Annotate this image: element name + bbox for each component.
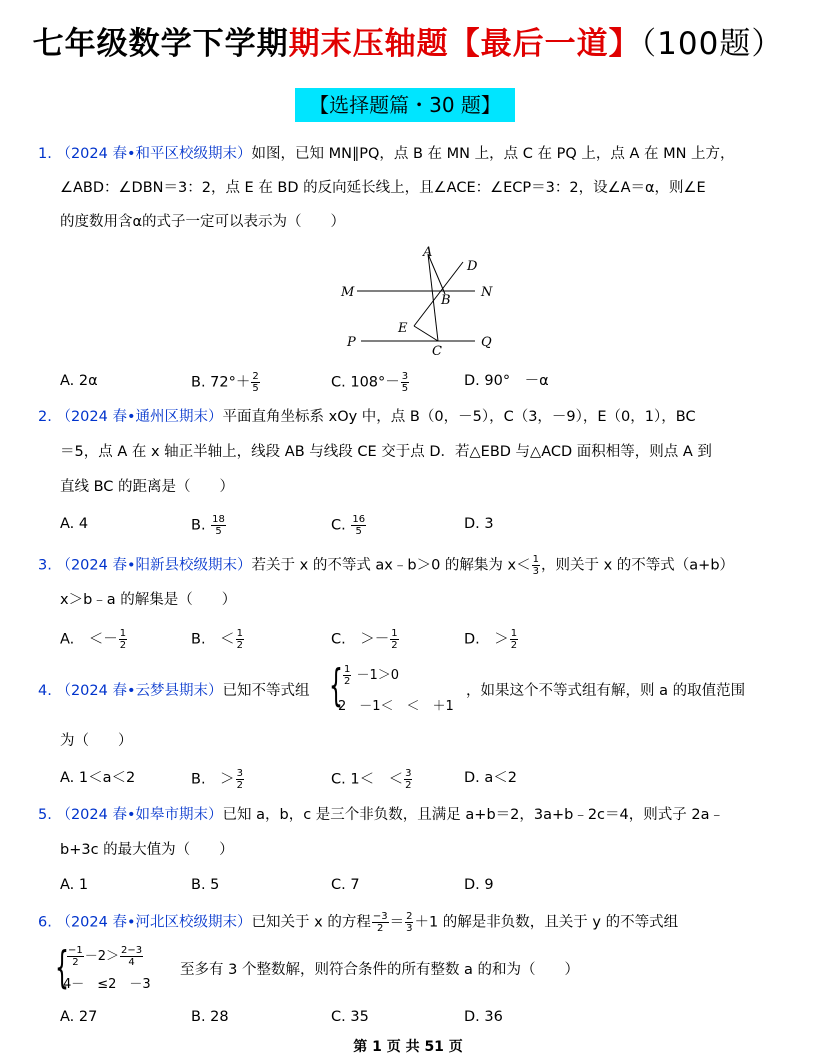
frac-den: 2 <box>236 780 243 791</box>
q2-option-b[interactable] <box>191 514 227 537</box>
q6-line2: 至多有 3 个整数解，则符合条件的所有整数 a 的和为（ ） <box>180 962 580 978</box>
line-de <box>414 262 463 326</box>
q6-number: 6. <box>38 914 52 931</box>
line-ac <box>428 254 438 341</box>
line-ec <box>414 326 438 341</box>
q1-line3: 的度数用含α的式子一定可以表示为（ ） <box>60 214 346 230</box>
q5-source: （2024 春•如皋市期末） <box>56 807 223 823</box>
q1-source: （2024 春•和平区校级期末） <box>56 146 252 162</box>
q2-option-a[interactable]: A. 4 <box>60 516 89 532</box>
frac-num: 3 <box>236 768 243 779</box>
q2-option-b-pre: B. <box>191 517 206 534</box>
q6-option-b[interactable]: B. 28 <box>191 1009 229 1025</box>
title-part2: 期末压轴题【最后一道】 <box>288 26 641 62</box>
q6-sys1 <box>66 945 144 968</box>
frac-num: 3 <box>401 371 409 382</box>
label-c: C <box>432 344 442 359</box>
q1-option-b-pre: B. 72°＋ <box>191 374 251 391</box>
frac-den: 2 <box>391 640 398 651</box>
q4-option-c-pre: C. 1＜ ＜ <box>331 771 404 788</box>
q3-option-d-pre: D. ＞ <box>464 631 509 648</box>
q4-line2: 为（ ） <box>60 733 133 749</box>
q2-option-c-pre: C. <box>331 517 346 534</box>
q4-option-b-frac <box>236 768 244 791</box>
q5-number: 5. <box>38 807 52 823</box>
title-part1: 七年级数学下学期 <box>32 26 289 62</box>
frac-den: 2 <box>72 957 79 968</box>
q3-line2: x＞b﹣a 的解集是（ ） <box>60 592 237 608</box>
q3-option-c-frac <box>390 628 398 651</box>
q3-option-a-frac <box>119 628 127 651</box>
q1-line2: ∠ABD：∠DBN＝3：2，点 E 在 BD 的反向延长线上，且∠ACE：∠ECP＝3：2，设∠A＝α，则∠E <box>60 180 706 196</box>
q4-line1 <box>38 681 310 701</box>
page-footer: 第 1 页 共 51 页 <box>353 1039 463 1055</box>
q1-option-b[interactable] <box>191 371 261 394</box>
q2-source: （2024 春•通州区期末） <box>56 409 223 425</box>
q3-option-b-frac <box>236 628 244 651</box>
label-b: B <box>441 293 451 308</box>
label-d: D <box>467 259 478 274</box>
frac-num: 1 <box>236 628 243 639</box>
q4-sys1 <box>342 664 399 687</box>
q5-option-b[interactable]: B. 5 <box>191 877 220 893</box>
q3-option-a[interactable] <box>60 628 128 651</box>
q5-line2: b+3c 的最大值为（ ） <box>60 842 234 858</box>
q4-sys2: 2 －1＜ ＜ ＋1 <box>338 699 454 714</box>
q6-sys1-frac <box>67 945 84 968</box>
page-title <box>0 18 816 63</box>
label-m: M <box>341 285 355 300</box>
frac-den: 3 <box>532 566 539 577</box>
q6-source: （2024 春•河北区校级期末） <box>56 914 252 931</box>
q1-figure <box>335 240 505 360</box>
frac-den: 5 <box>252 383 259 394</box>
frac-den: 2 <box>236 640 243 651</box>
q2-line2: ＝5，点 A 在 x 轴正半轴上，线段 AB 与线段 CE 交于点 D．若△EBD 与△ACD 面积相等，则点 A 到 <box>60 444 712 460</box>
q4-number: 4. <box>38 683 52 699</box>
q4-source: （2024 春•云梦县期末） <box>56 683 223 699</box>
q6-text1a: 已知关于 x 的方程 <box>251 914 371 931</box>
q6-eq-mid: ＝ <box>389 914 405 931</box>
frac-num: 2 <box>406 911 413 922</box>
q4-option-a[interactable]: A. 1＜a＜2 <box>60 770 136 786</box>
q5-line1 <box>38 805 724 825</box>
q2-option-c[interactable] <box>331 514 367 537</box>
q4-post: ，如果这个不等式组有解，则 a 的取值范围 <box>466 683 746 699</box>
frac-den: 5 <box>355 526 362 537</box>
label-q: Q <box>481 335 492 350</box>
frac-num: 16 <box>352 514 366 525</box>
label-a: A <box>423 245 433 260</box>
frac-num: 1 <box>391 628 398 639</box>
section-header: 【选择题篇・30 题】 <box>295 88 515 122</box>
q5-option-c[interactable]: C. 7 <box>331 877 360 893</box>
frac-num: 1 <box>119 628 127 639</box>
q4-sys1-frac <box>343 664 351 687</box>
frac-num: 1 <box>532 554 539 565</box>
q3-frac <box>532 554 540 577</box>
q6-eq-rhs-frac <box>405 911 413 934</box>
q6-brace: { <box>55 942 69 993</box>
q1-option-d[interactable]: D. 90° －α <box>464 373 549 389</box>
frac-den: 2 <box>510 640 518 651</box>
q4-sys1-rest: －1＞0 <box>356 668 400 683</box>
q2-line1 <box>38 407 696 427</box>
q6-sys1-rfrac <box>120 945 143 968</box>
frac-num: 3 <box>405 768 412 779</box>
frac-num: 2−3 <box>121 945 143 956</box>
label-e: E <box>398 321 408 336</box>
q6-option-a[interactable]: A. 27 <box>60 1009 98 1025</box>
q1-option-a[interactable]: A. 2α <box>60 373 98 389</box>
frac-den: 2 <box>344 676 351 687</box>
q6-line1 <box>38 911 678 934</box>
q2-option-b-frac <box>211 514 226 537</box>
q6-sys1-mid: －2＞ <box>84 949 120 964</box>
q2-number: 2. <box>38 409 52 425</box>
frac-num: 2 <box>252 371 259 382</box>
q2-option-c-frac <box>351 514 366 537</box>
q1-text1: 如图，已知 MN∥PQ，点 B 在 MN 上，点 C 在 PQ 上，点 A 在 MN 上方， <box>251 146 735 162</box>
q3-option-c-pre: C. ＞－ <box>331 631 390 648</box>
frac-den: 5 <box>401 383 409 394</box>
q3-option-d-frac <box>510 628 518 651</box>
q5-option-a[interactable]: A. 1 <box>60 877 89 893</box>
q6-eq-lhs-frac <box>372 911 389 934</box>
q1-number: 1. <box>38 146 52 162</box>
q3-text1b: ，则关于 x 的不等式（a+b） <box>541 557 735 574</box>
q3-line1 <box>38 554 734 577</box>
q3-option-b[interactable] <box>191 628 245 651</box>
frac-num: 18 <box>212 514 225 525</box>
frac-den: 2 <box>119 640 127 651</box>
q1-option-c-frac <box>401 371 409 394</box>
q4-option-d[interactable]: D. a＜2 <box>464 770 517 786</box>
q3-text1a: 若关于 x 的不等式 ax﹣b＞0 的解集为 x＜ <box>251 557 531 574</box>
label-p: P <box>347 335 356 350</box>
q4-option-c-frac <box>404 768 412 791</box>
frac-num: −1 <box>68 945 83 956</box>
q2-option-d[interactable]: D. 3 <box>464 516 494 532</box>
q3-option-a-pre: A. ＜－ <box>60 631 118 648</box>
q3-option-b-pre: B. ＜ <box>191 631 235 648</box>
frac-den: 5 <box>215 526 222 537</box>
q1-option-c[interactable] <box>331 371 410 394</box>
q4-option-c[interactable] <box>331 768 413 791</box>
q2-text1: 平面直角坐标系 xOy 中，点 B（0，－5），C（3，－9），E（0，1），BC <box>222 409 696 425</box>
frac-den: 2 <box>377 923 384 934</box>
q4-option-b[interactable] <box>191 768 245 791</box>
q1-line1 <box>38 144 735 164</box>
q6-sys2: 4－ ≤2 －3 <box>63 977 151 992</box>
q5-text1: 已知 a，b，c 是三个非负数，且满足 a+b＝2，3a+b﹣2c＝4，则式子 2a﹣ <box>222 807 724 823</box>
q3-option-c[interactable] <box>331 628 400 651</box>
q6-option-d[interactable]: D. 36 <box>464 1009 503 1025</box>
q1-option-b-frac <box>251 371 259 394</box>
frac-num: −3 <box>372 911 388 922</box>
q4-option-b-pre: B. ＞ <box>191 771 235 788</box>
frac-den: 2 <box>405 780 412 791</box>
q4-pre: 已知不等式组 <box>222 683 310 699</box>
frac-num: 1 <box>344 664 351 675</box>
q2-line3: 直线 BC 的距离是（ ） <box>60 479 235 495</box>
title-part3: （100题） <box>640 26 784 62</box>
label-n: N <box>481 285 493 300</box>
q1-option-c-pre: C. 108°－ <box>331 374 400 391</box>
q6-option-c[interactable]: C. 35 <box>331 1009 369 1025</box>
q5-option-d[interactable]: D. 9 <box>464 877 494 893</box>
q6-text1b: ＋1 的解是非负数，且关于 y 的不等式组 <box>414 914 679 931</box>
q3-source: （2024 春•阳新县校级期末） <box>56 557 252 574</box>
q3-number: 3. <box>38 557 52 574</box>
frac-den: 4 <box>128 957 135 968</box>
frac-num: 1 <box>510 628 518 639</box>
q3-option-d[interactable] <box>464 628 519 651</box>
q4-brace: { <box>329 660 343 711</box>
frac-den: 3 <box>406 923 413 934</box>
